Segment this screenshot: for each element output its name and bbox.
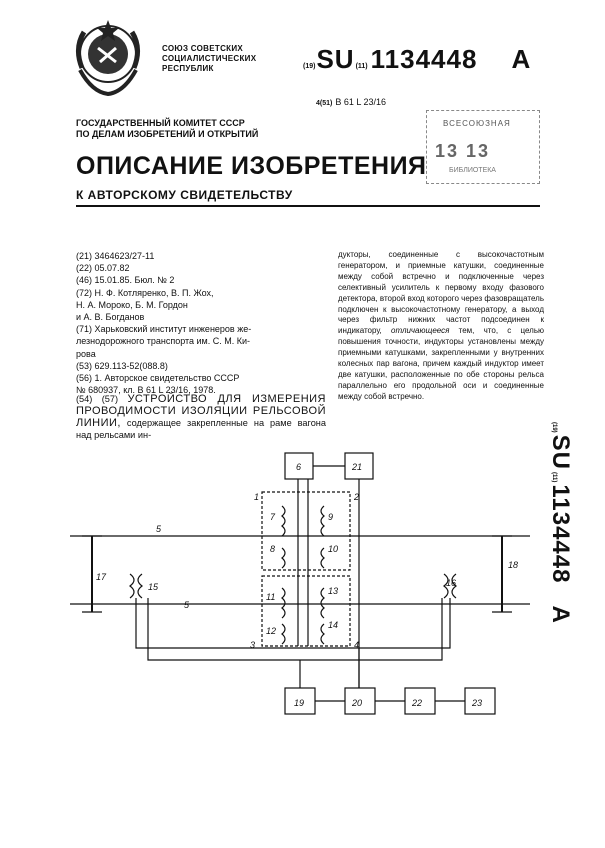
svg-text:15: 15 bbox=[148, 582, 159, 592]
svg-text:5: 5 bbox=[184, 600, 190, 610]
code-19: (19) bbox=[303, 63, 316, 70]
svg-text:1: 1 bbox=[254, 492, 260, 502]
union-name: СОЮЗ СОВЕТСКИХ СОЦИАЛИСТИЧЕСКИХ РЕСПУБЛИК bbox=[162, 44, 257, 73]
svg-text:12: 12 bbox=[266, 626, 277, 636]
svg-text:8: 8 bbox=[270, 544, 276, 554]
svg-text:7: 7 bbox=[270, 512, 276, 522]
vertical-patent-number: (19) SU (11) 1134448 A bbox=[547, 422, 574, 624]
svg-text:14: 14 bbox=[328, 620, 339, 630]
svg-text:9: 9 bbox=[328, 512, 334, 522]
circuit-diagram bbox=[70, 448, 540, 738]
svg-text:2: 2 bbox=[354, 492, 360, 502]
country-code: SU bbox=[316, 44, 355, 74]
svg-text:16: 16 bbox=[446, 578, 457, 588]
svg-text:11: 11 bbox=[266, 592, 276, 602]
claim-continuation: дукторы, соединенные с высокочастотным генератором, и приемные катушки, соединенные между собой встречно и подключенные через селективный усилитель к первому входу фазового детектора, второй вход которого через фазовращатель подключен к высокочастотному генератору, а выход через фильтр нижних частот подсоединен к индикатору, отличающееся тем, что, с целью повышения точности, индукторы установлены между приемными катушками, закрепленными у внутренних колесных пар вагона, причем каждый индуктор имеет две катушки, расположенные по обе стороны рельса параллельно его продольной оси и соединенные между собой встречно. bbox=[338, 250, 544, 401]
committee-name: ГОСУДАРСТВЕННЫЙ КОМИТЕТ СССР ПО ДЕЛАМ ИЗОБРЕТЕНИЙ И ОТКРЫТИЙ bbox=[76, 118, 259, 139]
ipc-classification: 4(51) B 61 L 23/16 bbox=[316, 97, 387, 107]
document-title: ОПИСАНИЕ ИЗОБРЕТЕНИЯ bbox=[76, 152, 427, 180]
svg-text:22: 22 bbox=[412, 698, 423, 708]
patent-kind: A bbox=[511, 44, 531, 74]
code-11: (11) bbox=[355, 63, 368, 70]
svg-text:17: 17 bbox=[96, 572, 107, 582]
claim-heading: (54) (57) УСТРОЙСТВО ДЛЯ ИЗМЕРЕНИЯ ПРОВОДИМОСТИ ИЗОЛЯЦИИ РЕЛЬСОВОЙ ЛИНИИ, содержащее закрепленные на раме вагона над рельсами ин- bbox=[76, 393, 326, 440]
svg-text:3: 3 bbox=[250, 640, 256, 650]
svg-text:19: 19 bbox=[294, 698, 305, 708]
bibliographic-data: (21) 3464623/27-11 (22) 05.07.82 (46) 15.01.85. Бюл. № 2 (72) Н. Ф. Котляренко, В. П. Жох, Н. А. Мороко, Б. М. Гордон и А. В. Богданов (71) Харьковский институт инженеров же- лезнодорожного транспорта им. С. М. Ки- рова (53) 629.113-52(088.8) (56) 1. Авторское свидетельство СССР № 680937, кл. B 61 L 23/16, 1978. bbox=[76, 251, 252, 396]
library-stamp: ВСЕСОЮЗНАЯ 13 13 БИБЛИОТЕКА bbox=[426, 110, 540, 184]
ussr-emblem-icon bbox=[72, 18, 144, 100]
svg-text:21: 21 bbox=[352, 462, 363, 472]
invention-title: УСТРОЙСТВО ДЛЯ ИЗМЕРЕНИЯ ПРОВОДИМОСТИ ИЗОЛЯЦИИ РЕЛЬСОВОЙ ЛИНИИ, bbox=[76, 393, 326, 429]
svg-text:5: 5 bbox=[156, 524, 162, 534]
patent-number: 1134448 bbox=[370, 44, 478, 74]
svg-text:4: 4 bbox=[354, 640, 360, 650]
document-subtitle: К АВТОРСКОМУ СВИДЕТЕЛЬСТВУ bbox=[76, 188, 293, 202]
claim-emphasis: отличающееся bbox=[391, 326, 450, 336]
svg-text:18: 18 bbox=[508, 560, 519, 570]
svg-text:6: 6 bbox=[296, 462, 302, 472]
svg-text:23: 23 bbox=[472, 698, 483, 708]
svg-text:13: 13 bbox=[328, 586, 339, 596]
patent-number-header bbox=[302, 44, 530, 75]
svg-text:20: 20 bbox=[352, 698, 363, 708]
svg-text:10: 10 bbox=[328, 544, 339, 554]
title-divider bbox=[76, 205, 540, 207]
